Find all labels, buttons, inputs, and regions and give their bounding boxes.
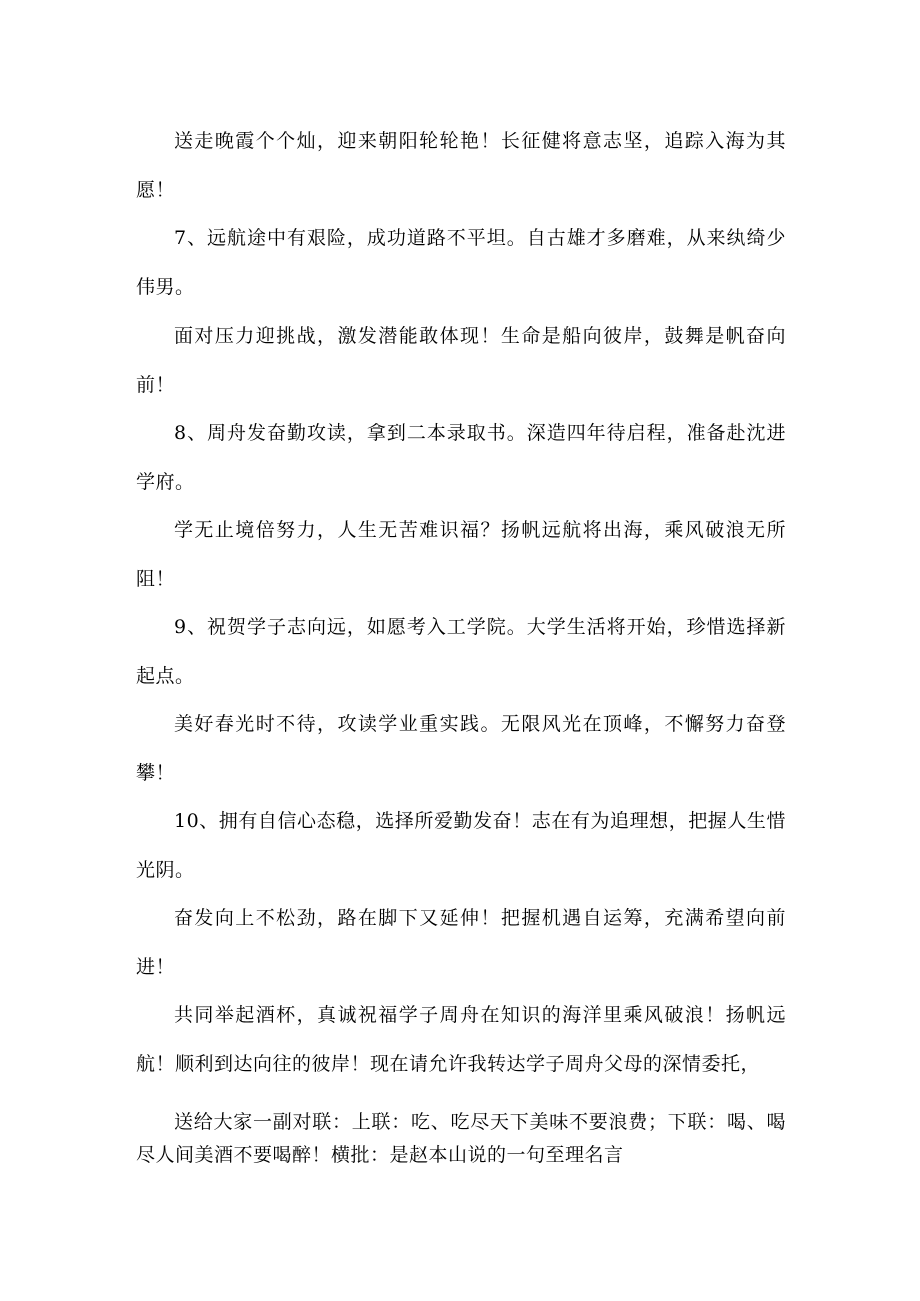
paragraph-9: 奋发向上不松劲，路在脚下又延伸！把握机遇自运筹，充满希望向前进！ xyxy=(136,907,786,978)
paragraph-3: 面对压力迎挑战，激发潜能敢体现！生命是船向彼岸，鼓舞是帆奋向前！ xyxy=(136,325,786,396)
paragraph-8: 10、拥有自信心态稳，选择所爱勤发奋！志在有为追理想，把握人生惜光阴。 xyxy=(136,810,786,881)
paragraph-11: 送给大家一副对联：上联：吃、吃尽天下美味不要浪费；下联：喝、喝尽人间美酒不要喝醉！横批：是赵本山说的一句至理名言 xyxy=(136,1111,786,1166)
paragraph-1: 送走晚霞个个灿，迎来朝阳轮轮艳！长征健将意志坚，追踪入海为其愿！ xyxy=(136,130,786,201)
paragraph-6: 9、祝贺学子志向远，如愿考入工学院。大学生活将开始，珍惜选择新起点。 xyxy=(136,616,786,687)
paragraph-5: 学无止境倍努力，人生无苦难识福？扬帆远航将出海，乘风破浪无所阻！ xyxy=(136,519,786,590)
paragraph-10: 共同举起酒杯，真诚祝福学子周舟在知识的海洋里乘风破浪！扬帆远航！顺利到达向往的彼岸！现在请允许我转达学子周舟父母的深情委托， xyxy=(136,1004,786,1075)
paragraph-2: 7、远航途中有艰险，成功道路不平坦。自古雄才多磨难，从来纨绮少伟男。 xyxy=(136,227,786,298)
paragraph-7: 美好春光时不待，攻读学业重实践。无限风光在顶峰，不懈努力奋登攀！ xyxy=(136,713,786,784)
paragraph-4: 8、周舟发奋勤攻读，拿到二本录取书。深造四年待启程，准备赴沈进学府。 xyxy=(136,422,786,493)
